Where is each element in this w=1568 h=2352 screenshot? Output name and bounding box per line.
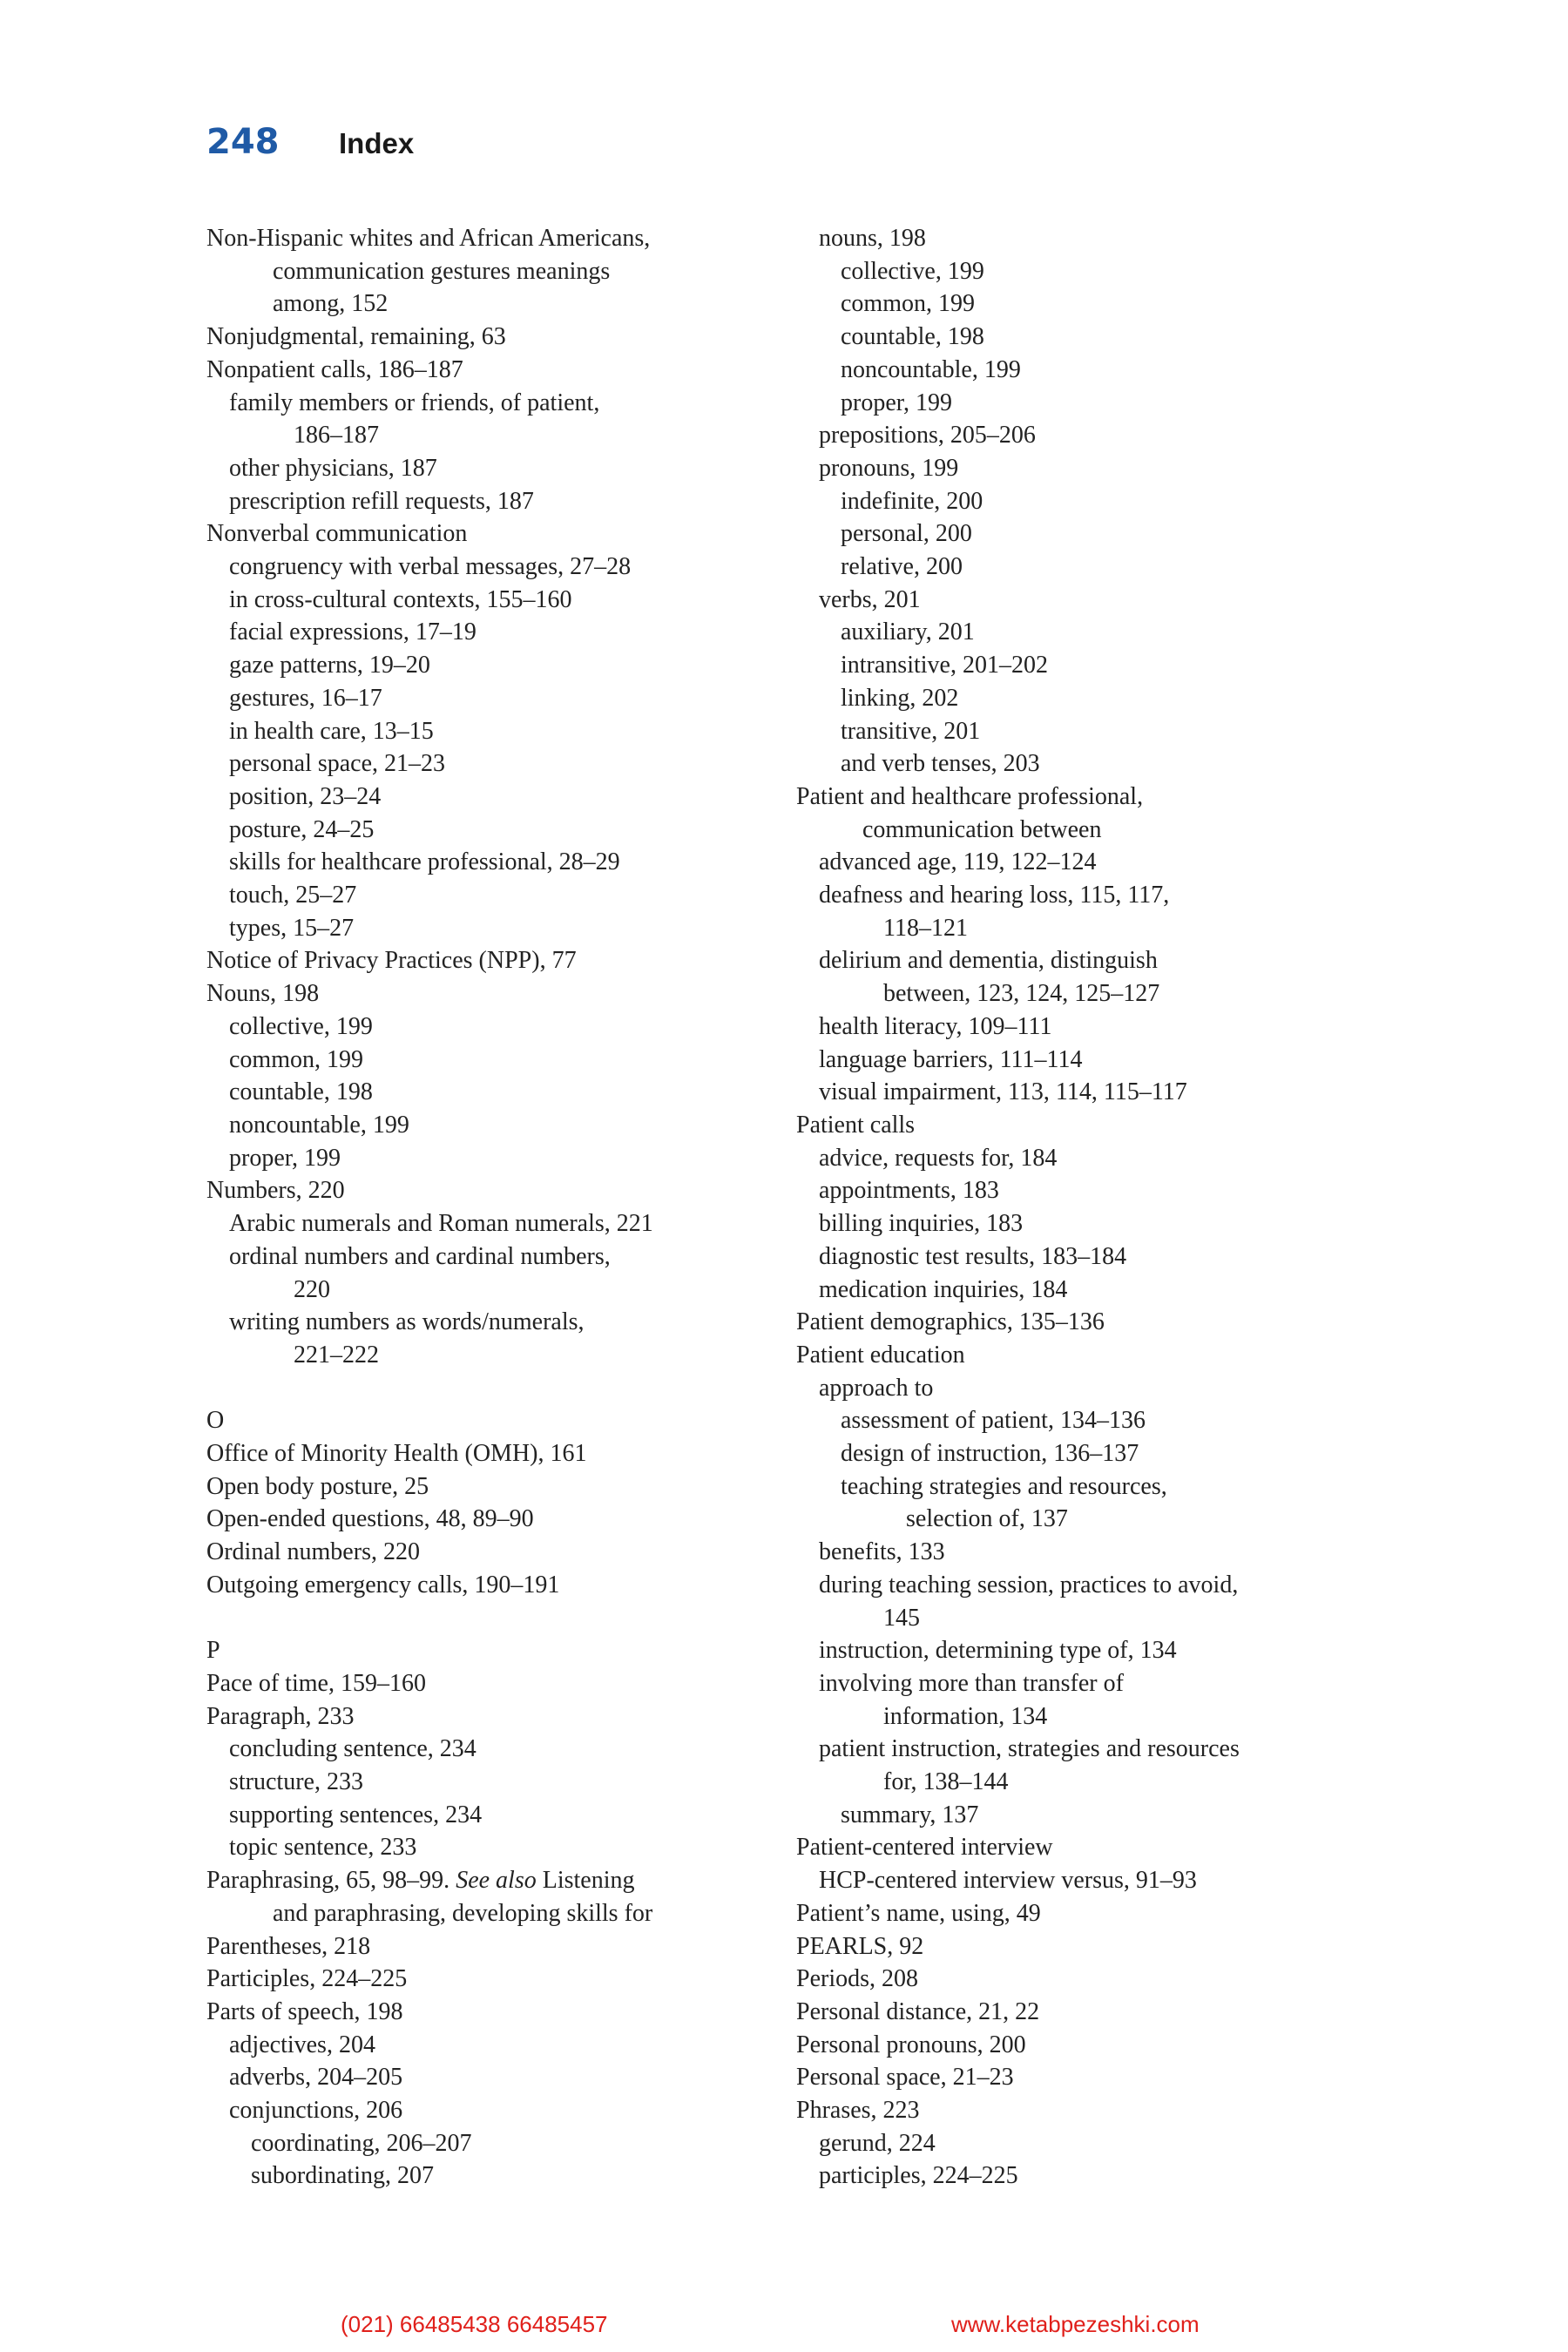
index-entry: Patient education [796,1341,965,1369]
index-entry: intransitive, 201–202 [841,652,1048,679]
index-entry-continuation: between, 123, 124, 125–127 [883,980,1160,1008]
index-entry: summary, 137 [841,1801,979,1828]
index-entry: gaze patterns, 19–20 [229,652,430,679]
index-entry: noncountable, 199 [841,355,1021,383]
section-gap [206,1602,808,1635]
index-entry [206,1864,808,1897]
index-entry-continuation: 118–121 [883,914,968,942]
page-number: 248 [206,122,280,162]
index-entry: Participles, 224–225 [206,1965,408,1993]
index-entry: Notice of Privacy Practices (NPP), 77 [206,947,577,975]
index-entry: P [206,1637,220,1665]
index-entry: relative, 200 [841,553,963,581]
index-entry-continuation: and paraphrasing, developing skills for [273,1899,653,1927]
index-entry: types, 15–27 [229,914,355,942]
index-entry: Patient calls [796,1111,916,1139]
index-entry: indefinite, 200 [841,487,983,515]
index-entry: writing numbers as words/numerals, [229,1308,585,1336]
index-entry: common, 199 [841,290,975,318]
index-entry: Office of Minority Health (OMH), 161 [206,1440,587,1467]
index-entry: Outgoing emergency calls, 190–191 [206,1571,560,1598]
index-entry: conjunctions, 206 [229,2097,403,2125]
index-entry: medication inquiries, 184 [819,1275,1068,1303]
index-entry: Arabic numerals and Roman numerals, 221 [229,1210,653,1238]
index-entry: HCP-centered interview versus, 91–93 [819,1867,1197,1895]
index-entry: Patient and healthcare professional, [796,782,1144,810]
index-entry: Periods, 208 [796,1965,918,1993]
index-entry: Personal pronouns, 200 [796,2031,1026,2058]
index-entry: and verb tenses, 203 [841,750,1040,778]
index-entry: proper, 199 [229,1144,341,1172]
index-entry: other physicians, 187 [229,454,437,482]
index-entry: topic sentence, 233 [229,1834,417,1862]
index-entry: deafness and hearing loss, 115, 117, [819,882,1170,909]
index-entry-continuation: 186–187 [294,422,379,449]
index-entry: Personal distance, 21, 22 [796,1997,1040,2025]
index-entry: personal space, 21–23 [229,750,446,778]
index-entry: gerund, 224 [819,2129,936,2157]
footer-phone: (021) 66485438 66485457 [341,2311,608,2337]
index-entry: nouns, 198 [819,225,926,252]
index-entry: Patient demographics, 135–136 [796,1308,1105,1336]
index-entry: collective, 199 [841,257,984,285]
index-entry: personal, 200 [841,520,972,548]
index-entry: Nonpatient calls, 186–187 [206,355,463,383]
see-also-label: See also [456,1867,537,1895]
index-entry-continuation: 221–222 [294,1341,379,1369]
index-entry: delirium and dementia, distinguish [819,947,1158,975]
index-entry: concluding sentence, 234 [229,1735,476,1763]
index-entry-continuation: communication between [862,815,1102,843]
index-entry: countable, 198 [841,323,984,351]
index-entry: visual impairment, 113, 114, 115–117 [819,1078,1187,1106]
index-entry: supporting sentences, 234 [229,1801,483,1828]
index-entry: Pace of time, 159–160 [206,1669,426,1697]
index-entry: design of instruction, 136–137 [841,1440,1139,1468]
index-entry: during teaching session, practices to avoid, [819,1571,1239,1598]
index-entry-continuation: among, 152 [273,290,389,318]
index-entry: Ordinal numbers, 220 [206,1538,420,1566]
index-entry: Paragraph, 233 [206,1702,355,1730]
index-entry: countable, 198 [229,1078,373,1106]
section-title: Index [339,127,415,159]
index-entry: auxiliary, 201 [841,618,975,646]
index-entry: Phrases, 223 [796,2097,920,2125]
index-entry-continuation: selection of, 137 [906,1505,1068,1533]
index-entry: language barriers, 111–114 [819,1045,1083,1073]
index-entry: teaching strategies and resources, [841,1472,1167,1500]
index-entry: subordinating, 207 [251,2162,434,2190]
index-entry: congruency with verbal messages, 27–28 [229,553,632,581]
section-gap [206,1372,808,1405]
index-entry: benefits, 133 [819,1538,945,1566]
index-entry: O [206,1407,225,1435]
index-entry: participles, 224–225 [819,2162,1018,2190]
index-entry: verbs, 201 [819,585,921,613]
index-entry: prescription refill requests, 187 [229,487,534,515]
index-entry: Patient’s name, using, 49 [796,1899,1041,1927]
index-entry: Open body posture, 25 [206,1472,429,1500]
index-entry: adjectives, 204 [229,2031,375,2058]
index-entry: appointments, 183 [819,1177,999,1205]
see-also-target: Listening [536,1867,635,1895]
entry-text: Paraphrasing, 65, 98–99. [206,1867,456,1895]
index-entry: Nouns, 198 [206,980,320,1008]
index-entry: touch, 25–27 [229,882,357,909]
index-entry: instruction, determining type of, 134 [819,1637,1177,1665]
index-entry: patient instruction, strategies and resources [819,1735,1240,1763]
index-column-right [796,222,1406,2193]
index-entry: family members or friends, of patient, [229,389,600,416]
index-entry: Nonverbal communication [206,520,468,548]
index-entry: billing inquiries, 183 [819,1210,1024,1238]
index-entry-continuation: information, 134 [883,1702,1048,1730]
index-entry: diagnostic test results, 183–184 [819,1242,1127,1270]
index-column-left [206,222,808,2193]
index-entry: PEARLS, 92 [796,1932,924,1960]
index-entry: adverbs, 204–205 [229,2064,403,2092]
index-entry: involving more than transfer of [819,1669,1124,1697]
index-entry: proper, 199 [841,389,952,416]
index-entry: in health care, 13–15 [229,717,434,745]
index-entry: assessment of patient, 134–136 [841,1407,1146,1435]
index-entry: skills for healthcare professional, 28–29 [229,848,620,876]
index-entry: transitive, 201 [841,717,981,745]
index-entry: advanced age, 119, 122–124 [819,848,1097,876]
index-entry: prepositions, 205–206 [819,422,1036,449]
index-entry: ordinal numbers and cardinal numbers, [229,1242,611,1270]
index-entry: Parentheses, 218 [206,1932,371,1960]
index-entry: posture, 24–25 [229,815,375,843]
index-entry: advice, requests for, 184 [819,1144,1058,1172]
index-entry: pronouns, 199 [819,454,959,482]
index-entry-continuation: 220 [294,1275,330,1303]
index-entry-continuation: communication gestures meanings [273,257,611,285]
index-entry: Numbers, 220 [206,1177,345,1205]
index-entry: facial expressions, 17–19 [229,618,476,646]
index-entry: Nonjudgmental, remaining, 63 [206,323,506,351]
index-entry: Patient-centered interview [796,1834,1053,1862]
index-entry: gestures, 16–17 [229,684,382,712]
index-entry: position, 23–24 [229,782,382,810]
index-entry: collective, 199 [229,1012,373,1040]
index-entry: in cross-cultural contexts, 155–160 [229,585,572,613]
index-entry: Non-Hispanic whites and African Americans, [206,225,651,252]
index-entry: linking, 202 [841,684,959,712]
index-entry-continuation: for, 138–144 [883,1768,1009,1796]
index-entry: coordinating, 206–207 [251,2129,472,2157]
index-entry: health literacy, 109–111 [819,1012,1052,1040]
index-entry: approach to [819,1374,934,1402]
index-entry: noncountable, 199 [229,1111,409,1139]
footer-website[interactable]: www.ketabpezeshki.com [951,2311,1200,2337]
index-entry: Parts of speech, 198 [206,1997,403,2025]
index-entry: structure, 233 [229,1768,363,1796]
index-entry: Open-ended questions, 48, 89–90 [206,1505,534,1533]
index-entry: common, 199 [229,1045,363,1073]
index-entry: Personal space, 21–23 [796,2064,1014,2092]
index-entry-continuation: 145 [883,1604,920,1632]
